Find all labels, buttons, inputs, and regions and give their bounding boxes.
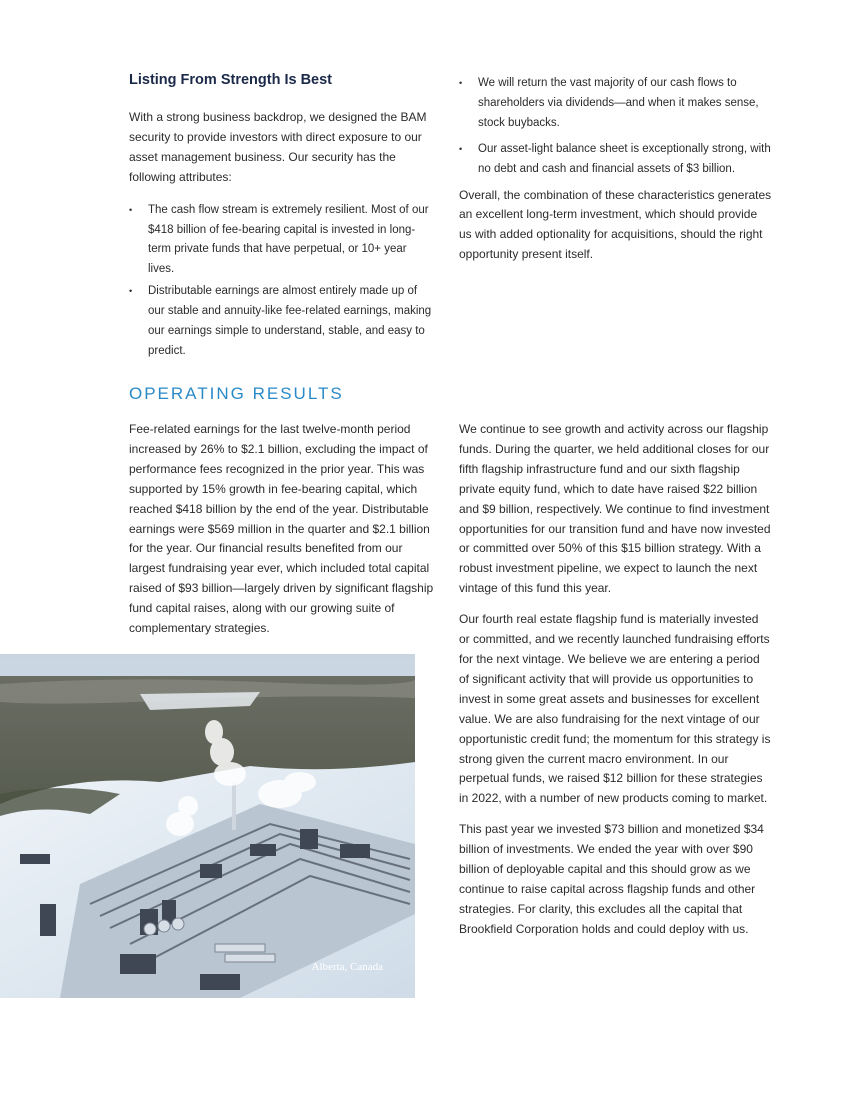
operating-left-column: [129, 420, 434, 639]
operating-paragraph: This past year we invested $73 billion and monetized $34 billion of investments. We ended the year with over $90 billion of deployable capital and this should grow as we continue to raise capital across flagship funds and other strategies. For clarity, this excludes all the capital that Brookfield Corporation holds and could deploy with us.: [459, 822, 764, 936]
listing-bullets-right: [459, 74, 772, 180]
photo-caption: Alberta, Canada: [311, 961, 383, 973]
operating-paragraph: Our fourth real estate flagship fund is materially invested or committed, and we recently launched fundraising efforts for the next vintage. We believe we are entering a period of significant activity that will provide us opportunities to invest in some great assets and businesses for excellent value. We are also fundraising for the next vintage of our opportunistic credit fund; the momentum for this strategy is strong given the current macro environment. In our perpetual funds, we raised $12 billion for these strategies in 2022, with a number of new products coming to market.: [459, 612, 771, 806]
operating-heading: OPERATING RESULTS: [129, 384, 344, 403]
industrial-site-photo: [0, 654, 415, 998]
operating-right-column: [459, 420, 772, 940]
photo-illustration: [0, 654, 415, 998]
listing-heading: Listing From Strength Is Best: [129, 72, 333, 88]
listing-left-column: [129, 108, 434, 362]
operating-paragraph: We continue to see growth and activity across our flagship funds. During the quarter, we held additional closes for our fifth flagship infrastructure fund and our sixth flagship private equity fund, which to date have raised $22 billion and $9 billion, respectively. We continue to find investment opportunities for our transition fund and have now invested or committed over 50% of this $15 billion strategy. With a robust investment pipeline, we expect to launch the next vintage of this fund this year.: [459, 422, 771, 596]
operating-paragraph: Fee-related earnings for the last twelve-month period increased by 26% to $2.1 billion, excluding the impact of performance fees recognized in the prior year. This was supported by 15% growth in fee-bearing capital, which reached $418 billion by the end of the year. Distributable earnings were $569 million in the quarter and $2.1 billion for the year. Our financial results benefited from our largest fundraising year ever, which included total capital raised of $93 billion—largely driven by significant flagship fund capital raises, along with our growing suite of complementary strategies.: [129, 422, 434, 636]
list-item: • Distributable earnings are almost entirely made up of our stable and annuity-like fee-related earnings, making our earnings simple to understand, stable, and easy to predict.: [129, 282, 434, 362]
list-item: • Our asset-light balance sheet is exceptionally strong, with no debt and cash and financial assets of $3 billion.: [459, 140, 772, 180]
listing-bullets-left: [129, 201, 434, 362]
listing-intro: With a strong business backdrop, we designed the BAM security to provide investors with direct exposure to our asset management business. Our security has the following attributes:: [129, 110, 427, 184]
listing-right-column: [459, 74, 772, 265]
list-item: • The cash flow stream is extremely resilient. Most of our $418 billion of fee-bearing capital is invested in long-term private funds that have perpetual, or 10+ year lives.: [129, 201, 434, 281]
list-item: • We will return the vast majority of our cash flows to shareholders via dividends—and when it makes sense, stock buybacks.: [459, 74, 772, 134]
listing-overall: Overall, the combination of these characteristics generates an excellent long-term investment, which should provide us with added optionality for acquisitions, should the right opportunity present itself.: [459, 187, 772, 262]
